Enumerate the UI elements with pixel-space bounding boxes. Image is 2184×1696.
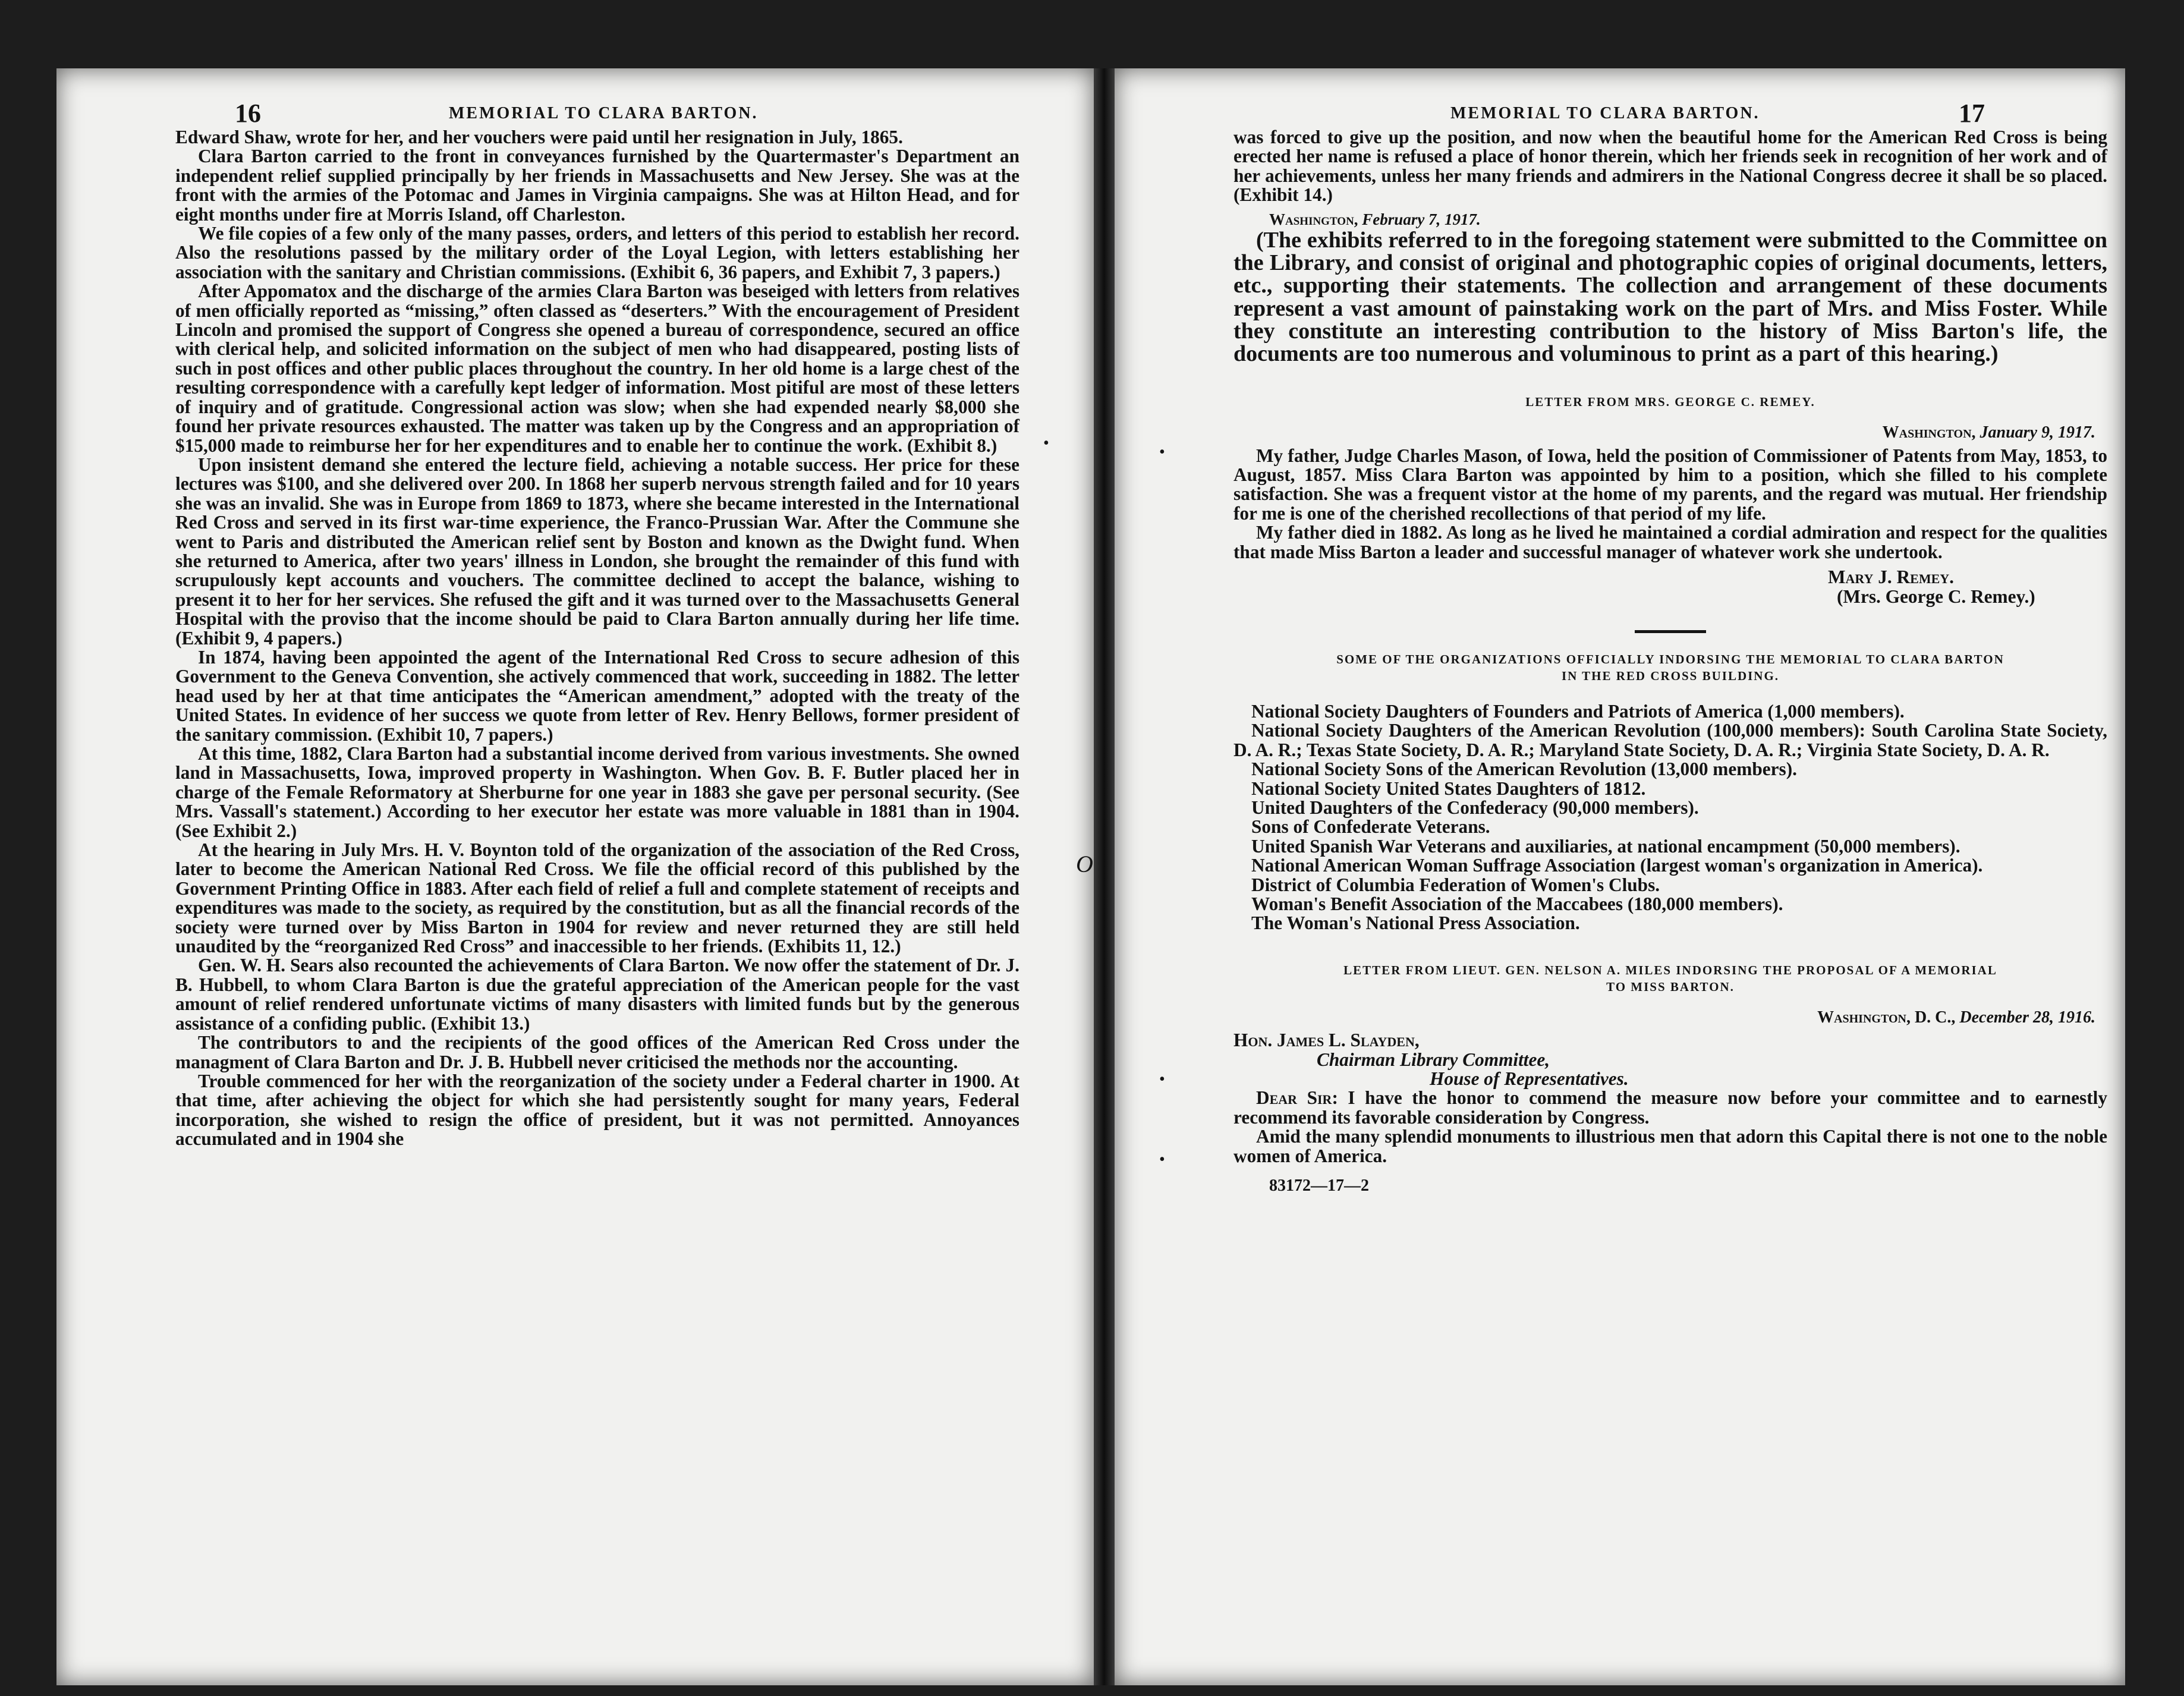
miles-letter-dateline xyxy=(1233,1008,2095,1027)
print-code: 83172—17—2 xyxy=(1269,1176,1369,1195)
paragraph: Upon insistent demand she entered the lecture field, achieving a notable success. Her price for these lectures was $100, and she delivered over 200. In 1868 her superb nervous strength failed and for 10 years she was an invalid. She was in Europe from 1869 to 1873, where she became interested in the International Red Cross and served in its first war-time experience, the Franco-Prussian War. After the Commune she went to Paris and distributed the American relief sent by Boston and known as the Dwight fund. When she returned to America, after two years' illness in London, she brought the remainder of this fund with scrupulously kept accounts and vouchers. The committee declined to accept the balance, wishing to present it to her for her services. She refused the gift and it was turned over to the Massachusetts General Hospital with the proviso that the income should be paid to Clara Barton annually during her life time. (Exhibit 9, 4 papers.) xyxy=(175,454,1019,649)
list-item: National Society Daughters of the American Revolution (100,000 members): South Carolina State Society, D. A. R.; Texas State Society, D. A. R.; Maryland State Society, D. A. R.; Virginia State Society, D. A. R. xyxy=(1233,720,2107,760)
miles-letter-heading xyxy=(1233,962,2107,995)
addressee-title: Chairman Library Committee, xyxy=(1317,1049,1550,1070)
paragraph: We file copies of a few only of the many passes, orders, and letters of this period to establish her record. Also the resolutions passed by the military order of the Loyal Legion, with letters establishing her association with the sanitary and Christian commissions. (Exhibit 6, 36 papers, and Exhibit 7, 3 papers.) xyxy=(175,223,1019,282)
right-column-text xyxy=(1233,128,2107,1195)
margin-speck: • xyxy=(1043,434,1049,452)
list-item: National American Woman Suffrage Association (largest woman's organization in America). xyxy=(1251,855,1983,876)
paragraph: Amid the many splendid monuments to illustrious men that adorn this Capital there is not one to the noble women of America. xyxy=(1233,1126,2107,1166)
list-item: National Society Sons of the American Revolution (13,000 members). xyxy=(1251,759,1797,780)
organizations-heading-line: SOME OF THE ORGANIZATIONS OFFICIALLY INDORSING THE MEMORIAL TO CLARA BARTON xyxy=(1336,652,2004,666)
list-item: The Woman's National Press Association. xyxy=(1251,912,1580,934)
right-running-head: MEMORIAL TO CLARA BARTON. xyxy=(1450,104,1760,122)
paragraph: After Appomatox and the discharge of the armies Clara Barton was beseiged with letters from relatives of men officially reported as “missing,” often classed as “deserters.” With the encouragement of President Lincoln and promised the support of Congress she opened a bureau of correspondence, secured an office with clerical help, and solicited information on the subject of men who had disappeared, posting lists of such in post offices and other public places throughout the country. In her old home is a large chest of the resulting correspondence with a carefully kept ledger of information. Most pitiful are most of these letters of inquiry and of gratitude. Congressional action was slow; when she had expended nearly $8,000 she found her private resources exhausted. The matter was taken up by the Congress and an appropriation of $15,000 made to reimburse her for her expenditures and to enable her to continue the work. (Exhibit 8.) xyxy=(175,281,1019,456)
gutter-mark: O xyxy=(1076,851,1093,877)
margin-speck: • xyxy=(1159,1070,1165,1088)
miles-letter-date: December 28, 1916. xyxy=(1959,1008,2095,1027)
dateline xyxy=(1269,210,2107,229)
miles-letter-place: Washington, D. C., xyxy=(1817,1008,1956,1027)
list-item: United Daughters of the Confederacy (90,000 members). xyxy=(1251,797,1699,818)
paragraph: At the hearing in July Mrs. H. V. Boynton told of the organization of the association of the Red Cross, later to become the American National Red Cross. We file the official record of this published by the Government Printing Office in 1883. After each field of relief a full and complete statement of receipts and expenditures was made to the society, as required by the constitution, but as all the financial records of the society were turned over by Miss Barton in 1904 for review and never returned they are still held unaudited by the “reorganized Red Cross” and inaccessible to her friends. (Exhibits 11, 12.) xyxy=(175,839,1019,957)
left-column-text xyxy=(175,128,1019,1149)
letter-heading-remey: LETTER FROM MRS. GEORGE C. REMEY. xyxy=(1525,395,1815,410)
list-item: Woman's Benefit Association of the Maccabees (180,000 members). xyxy=(1251,893,1783,914)
book-gutter xyxy=(1094,68,1115,1685)
miles-letter-heading-line: TO MISS BARTON. xyxy=(1606,979,1735,994)
paragraph: Trouble commenced for her with the reorganization of the society under a Federal charter in 1900. At that time, after achieving the object for which she had persistently sought for many years, Federal incorporation, she wished to resign the office of president, but it was not permitted. Annoyances accumulated and in 1904 she xyxy=(175,1070,1019,1150)
margin-speck: • xyxy=(1159,443,1165,461)
list-item: Sons of Confederate Veterans. xyxy=(1251,816,1490,838)
letter-opening-text: I have the honor to commend the measure now before your committee and to earnestly recommend its favorable consideration by Congress. xyxy=(1233,1087,2107,1128)
paragraph: Clara Barton carried to the front in conveyances furnished by the Quartermaster's Department an independent relief supplied principally by her friends in Massachusetts and New Jersey. She was at the front with the armies of the Potomac and James in Virginia campaigns. She was at Hilton Head, and for eight months under fire at Morris Island, off Charleston. xyxy=(175,146,1019,225)
paragraph: In 1874, having been appointed the agent of the International Red Cross to secure adhesion of this Government to the Geneva Convention, she actively commenced that work, succeeding in 1882. The letter head used by her at that time anticipates the “American amendment,” adopted with the treaty of the United States. In evidence of her success we quote from letter of Rev. Henry Bellows, former president of the sanitary commission. (Exhibit 10, 7 papers.) xyxy=(175,646,1019,745)
dateline-date: February 7, 1917. xyxy=(1362,210,1481,228)
letter-dateline xyxy=(1233,423,2095,442)
letter-opening-paragraph xyxy=(1233,1088,2107,1127)
salutation: Dear Sir: xyxy=(1256,1087,1338,1109)
list-item: National Society Daughters of Founders and Patriots of America (1,000 members). xyxy=(1251,700,1905,722)
organizations-heading xyxy=(1233,651,2107,684)
paragraph: Edward Shaw, wrote for her, and her vouchers were paid until her resignation in July, 1865. xyxy=(175,127,903,147)
paragraph: Gen. W. H. Sears also recounted the achievements of Clara Barton. We now offer the statement of Dr. J. B. Hubbell, to whom Clara Barton is due the grateful appreciation of the American people for the vast amount of relief rendered unfortunate victims of many disasters with limited funds but by the generous assistance of a confiding public. (Exhibit 13.) xyxy=(175,955,1019,1034)
organizations-list xyxy=(1233,702,2107,933)
list-item: United Spanish War Veterans and auxiliaries, at national encampment (50,000 members). xyxy=(1251,835,1960,857)
paragraph: At this time, 1882, Clara Barton had a substantial income derived from various investments. She owned land in Massachusetts, Iowa, improved property in Washington. When Gov. B. F. Butler placed her in charge of the Female Reformatory at Sherburne for one year in 1883 she gave per personal security. (See Mrs. Vassall's statement.) According to her executor her estate was more valuable in 1881 than in 1904. (See Exhibit 2.) xyxy=(175,743,1019,841)
organizations-heading-line: IN THE RED CROSS BUILDING. xyxy=(1561,668,1780,683)
letter-place: Washington, xyxy=(1882,423,1976,442)
left-page-number: 16 xyxy=(235,99,261,128)
dateline-place: Washington, xyxy=(1269,210,1358,228)
list-item: District of Columbia Federation of Women's Clubs. xyxy=(1251,874,1660,895)
exhibits-note: (The exhibits referred to in the foregoing statement were submitted to the Committee on the Library, and consist of original and photographic copies of original documents, letters, etc., supporting their statements. The collection and arrangement of these documents represent a vast amount of painstaking work on the part of Mrs. and Miss Foster. While they constitute an interesting contribution to the history of Miss Barton's life, the documents are too numerous and voluminous to print as a part of this hearing.) xyxy=(1233,228,2107,367)
addressee xyxy=(1233,1031,2107,1088)
addressee-name: Hon. James L. Slayden, xyxy=(1233,1030,1420,1051)
margin-speck: • xyxy=(1159,1150,1165,1169)
paragraph: The contributors to and the recipients of the good offices of the American Red Cross under the managment of Clara Barton and Dr. J. B. Hubbell never criticised the methods nor the accounting. xyxy=(175,1032,1019,1072)
signature: Mary J. Remey. xyxy=(1828,567,1954,588)
section-divider xyxy=(1635,630,1706,633)
paragraph: My father, Judge Charles Mason, of Iowa, held the position of Commissioner of Patents from May, 1853, to August, 1857. Miss Clara Barton was appointed by him to a position, which she filled to his complete satisfaction. She was a frequent vistor at the home of my parents, and the regard was mutual. Her friendship for me is one of the cherished recollections of that period of my life. xyxy=(1233,445,2107,524)
signature-subtitle: (Mrs. George C. Remey.) xyxy=(1837,586,2035,607)
miles-letter-heading-line: LETTER FROM LIEUT. GEN. NELSON A. MILES INDORSING THE PROPOSAL OF A MEMORIAL xyxy=(1343,962,1997,977)
list-item: National Society United States Daughters of 1812. xyxy=(1251,778,1646,799)
right-page-number: 17 xyxy=(1959,99,1985,128)
continuation-paragraph: was forced to give up the position, and now when the beautiful home for the American Red Cross is being erected her name is refused a place of honor therein, which her friends seek in recognition of her work and of her achievements, unless her many friends and admirers in the National Congress decree it shall be so placed. (Exhibit 14.) xyxy=(1233,127,2107,206)
paragraph: My father died in 1882. As long as he lived he maintained a cordial admiration and respect for the qualities that made Miss Barton a leader and successful manager of whatever work she undertook. xyxy=(1233,522,2107,562)
addressee-org: House of Representatives. xyxy=(1430,1068,1629,1089)
left-running-head: MEMORIAL TO CLARA BARTON. xyxy=(449,104,759,122)
letter-date: January 9, 1917. xyxy=(1980,423,2095,442)
